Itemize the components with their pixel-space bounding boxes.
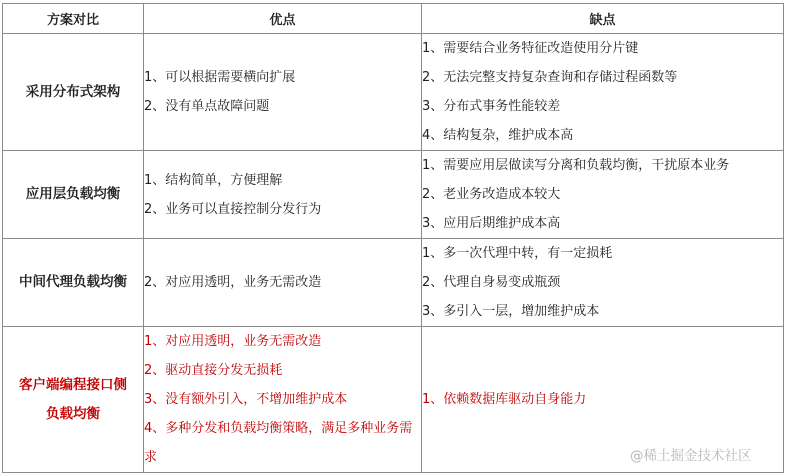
cons-item: 2、无法完整支持复杂查询和存储过程函数等 xyxy=(422,70,678,85)
pros-cell xyxy=(144,327,422,473)
pros-cell xyxy=(144,151,422,239)
cons-item: 3、多引入一层，增加维护成本 xyxy=(422,304,600,319)
cons-item: 1、需要结合业务特征改造使用分片键 xyxy=(422,41,639,56)
pros-item: 2、驱动直接分发无损耗 xyxy=(144,363,283,378)
header-scheme: 方案对比 xyxy=(3,4,144,34)
pros-item: 2、对应用透明，业务无需改造 xyxy=(144,275,322,290)
cons-cell xyxy=(422,34,784,151)
cons-item: 2、老业务改造成本较大 xyxy=(422,187,561,202)
cons-item: 2、代理自身易变成瓶颈 xyxy=(422,275,561,290)
row-label-line: 负载均衡 xyxy=(46,405,100,422)
cons-item: 1、依赖数据库驱动自身能力 xyxy=(422,392,587,407)
table-row xyxy=(3,34,784,151)
pros-item: 2、没有单点故障问题 xyxy=(144,99,270,114)
pros-cell xyxy=(144,239,422,327)
row-label: 中间代理负载均衡 xyxy=(3,239,144,327)
cons-item: 1、多一次代理中转，有一定损耗 xyxy=(422,246,613,261)
comparison-table xyxy=(2,3,784,473)
table-row xyxy=(3,239,784,327)
header-row xyxy=(3,4,784,34)
pros-item: 4、多种分发和负载均衡策略，满足多种业务需求 xyxy=(144,421,413,465)
watermark: @稀土掘金技术社区 xyxy=(630,448,752,464)
cons-item: 1、需要应用层做读写分离和负载均衡，干扰原本业务 xyxy=(422,158,730,173)
cons-cell xyxy=(422,151,784,239)
pros-item: 1、对应用透明，业务无需改造 xyxy=(144,334,322,349)
row-label: 应用层负载均衡 xyxy=(3,151,144,239)
row-label xyxy=(3,327,144,473)
pros-item: 3、没有额外引入，不增加维护成本 xyxy=(144,392,348,407)
row-label: 采用分布式架构 xyxy=(3,34,144,151)
pros-item: 1、结构简单，方便理解 xyxy=(144,172,283,188)
cons-cell xyxy=(422,239,784,327)
table-row xyxy=(3,151,784,239)
pros-cell xyxy=(144,34,422,151)
cons-item: 4、结构复杂，维护成本高 xyxy=(422,128,574,143)
cons-item: 3、应用后期维护成本高 xyxy=(422,216,561,231)
row-label-line: 客户端编程接口侧 xyxy=(19,376,127,393)
header-pros: 优点 xyxy=(144,4,422,34)
pros-item: 1、可以根据需要横向扩展 xyxy=(144,70,296,85)
cons-item: 3、分布式事务性能较差 xyxy=(422,99,561,114)
header-cons: 缺点 xyxy=(422,4,784,34)
pros-item: 2、业务可以直接控制分发行为 xyxy=(144,201,322,217)
